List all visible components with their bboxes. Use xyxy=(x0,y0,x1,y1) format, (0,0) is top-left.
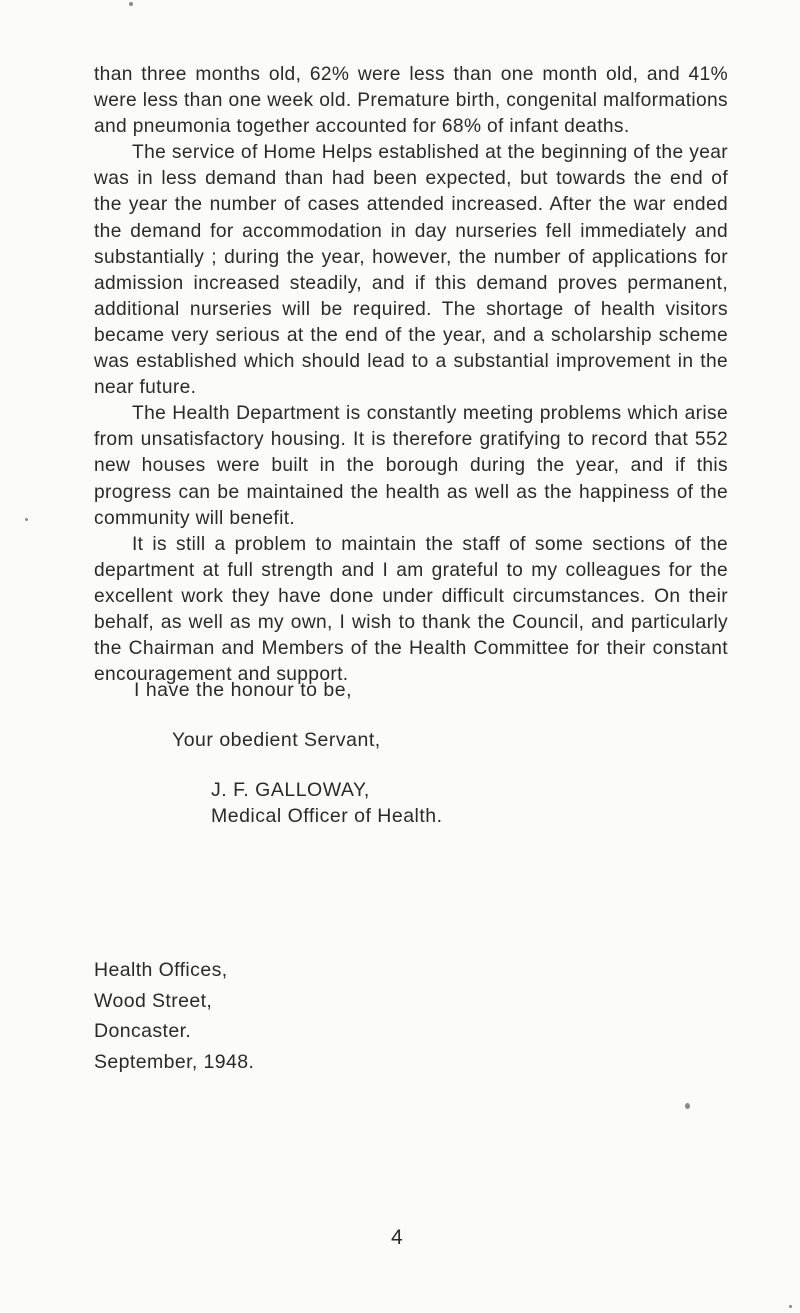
signatory-name: J. F. GALLOWAY, xyxy=(211,779,370,801)
closing-honour: I have the honour to be, xyxy=(134,679,352,701)
paragraph-staff: It is still a problem to maintain the staff of some sections of the department at full strength and I am grateful to my colleagues for the excellent work they have done under difficult circumstances. On their behalf, as well as my own, I wish to thank the Council, and particularly the Chairman and Members of the Health Committee for their constant encouragement and support. xyxy=(94,533,728,686)
letter-date: September, 1948. xyxy=(94,1050,255,1073)
letter-body xyxy=(94,62,728,688)
paragraph-housing: The Health Department is constantly meeting problems which arise from unsatisfactory housing. It is therefore gratifying to record that 552 new houses were built in the borough during the year, and if this progress can be maintained the health as well as the happiness of the community will benefit. xyxy=(94,403,728,529)
paragraph-home-helps: The service of Home Helps established at the beginning of the year was in less demand than had been expected, but towards the end of the year the number of cases attended increased. After the war ended the demand for accommodation in day nurseries fell immediately and substantially ; during the year, however, the number of applications for admission increased steadily, and if this demand proves permanent, additional nurseries will be required. The shortage of health visitors became very serious at the end of the year, and a scholarship scheme was established which should lead to a substantial improvement in the near future. xyxy=(94,142,728,399)
address-line-town: Doncaster. xyxy=(94,1020,192,1042)
address-line-office: Health Offices, xyxy=(94,959,228,981)
paper-speck xyxy=(25,518,28,521)
closing-obedient-servant: Your obedient Servant, xyxy=(172,729,381,751)
sender-address xyxy=(94,955,254,1077)
paper-speck xyxy=(129,2,133,6)
address-line-street: Wood Street, xyxy=(94,989,213,1012)
paragraph-infant-deaths: than three months old, 62% were less than one month old, and 41% were less than one week old. Premature birth, congenital malformations and pneumonia together accounted for 68% of infant deaths. xyxy=(94,64,728,138)
page-number: 4 xyxy=(391,1226,403,1249)
paper-speck xyxy=(685,1103,690,1109)
signatory-title: Medical Officer of Health. xyxy=(211,805,443,827)
paper-speck xyxy=(789,1305,792,1308)
